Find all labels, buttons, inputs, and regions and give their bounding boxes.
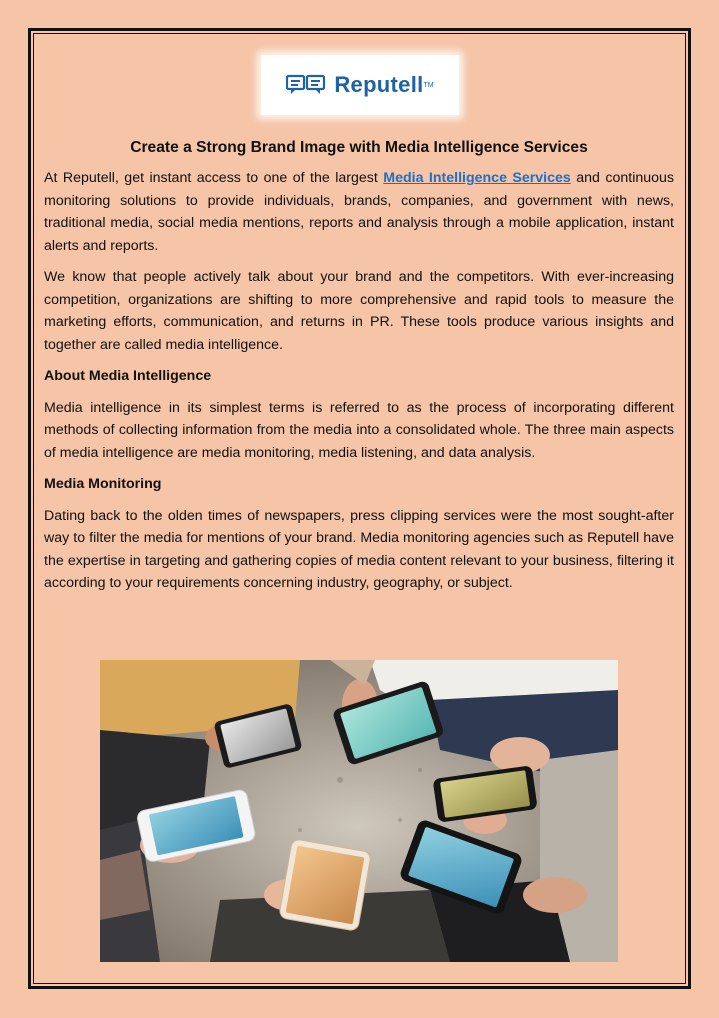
reputell-logo bbox=[261, 55, 459, 115]
intro-text-after: and continuous monitoring solutions to provide individuals, brands, companies, and government with news, traditional media, social media mentions, reports and analysis through a mobile application, instant alerts and reports. bbox=[44, 170, 674, 254]
logo-trademark: TM bbox=[423, 81, 434, 89]
article bbox=[44, 136, 674, 604]
intro-text-before: At Reputell, get instant access to one of the largest bbox=[44, 170, 384, 186]
article-title: Create a Strong Brand Image with Media Intelligence Services bbox=[130, 139, 588, 156]
paragraph-competition: We know that people actively talk about your brand and the competitors. With ever-increasing competition, organizations are shifting to more comprehensive and rapid tools to measure the marketing efforts, communication, and returns in PR. These tools produce various insights and together are called media intelligence. bbox=[44, 269, 674, 353]
media-intelligence-services-link[interactable]: Media Intelligence Services bbox=[383, 170, 571, 186]
people-with-smartphones-photo bbox=[100, 660, 618, 962]
heading-media-monitoring: Media Monitoring bbox=[44, 476, 162, 492]
paragraph-about: Media intelligence in its simplest terms is referred to as the process of incorporating different methods of collecting information from the media into a consolidated whole. The three main aspects of media intelligence are media monitoring, media listening, and data analysis. bbox=[44, 399, 674, 461]
logo-brand-name: Reputell bbox=[334, 72, 424, 97]
heading-about-media-intelligence: About Media Intelligence bbox=[44, 368, 212, 384]
paragraph-monitoring: Dating back to the olden times of newspapers, press clipping services were the most sought-after way to filter the media for mentions of your brand. Media monitoring agencies such as Reputell have the expertise in targeting and gathering copies of media content relevant to your business, filtering it according to your requirements concerning industry, geography, or subject. bbox=[44, 507, 674, 591]
paragraph-intro bbox=[44, 167, 674, 257]
chat-bubbles-icon bbox=[286, 74, 326, 96]
